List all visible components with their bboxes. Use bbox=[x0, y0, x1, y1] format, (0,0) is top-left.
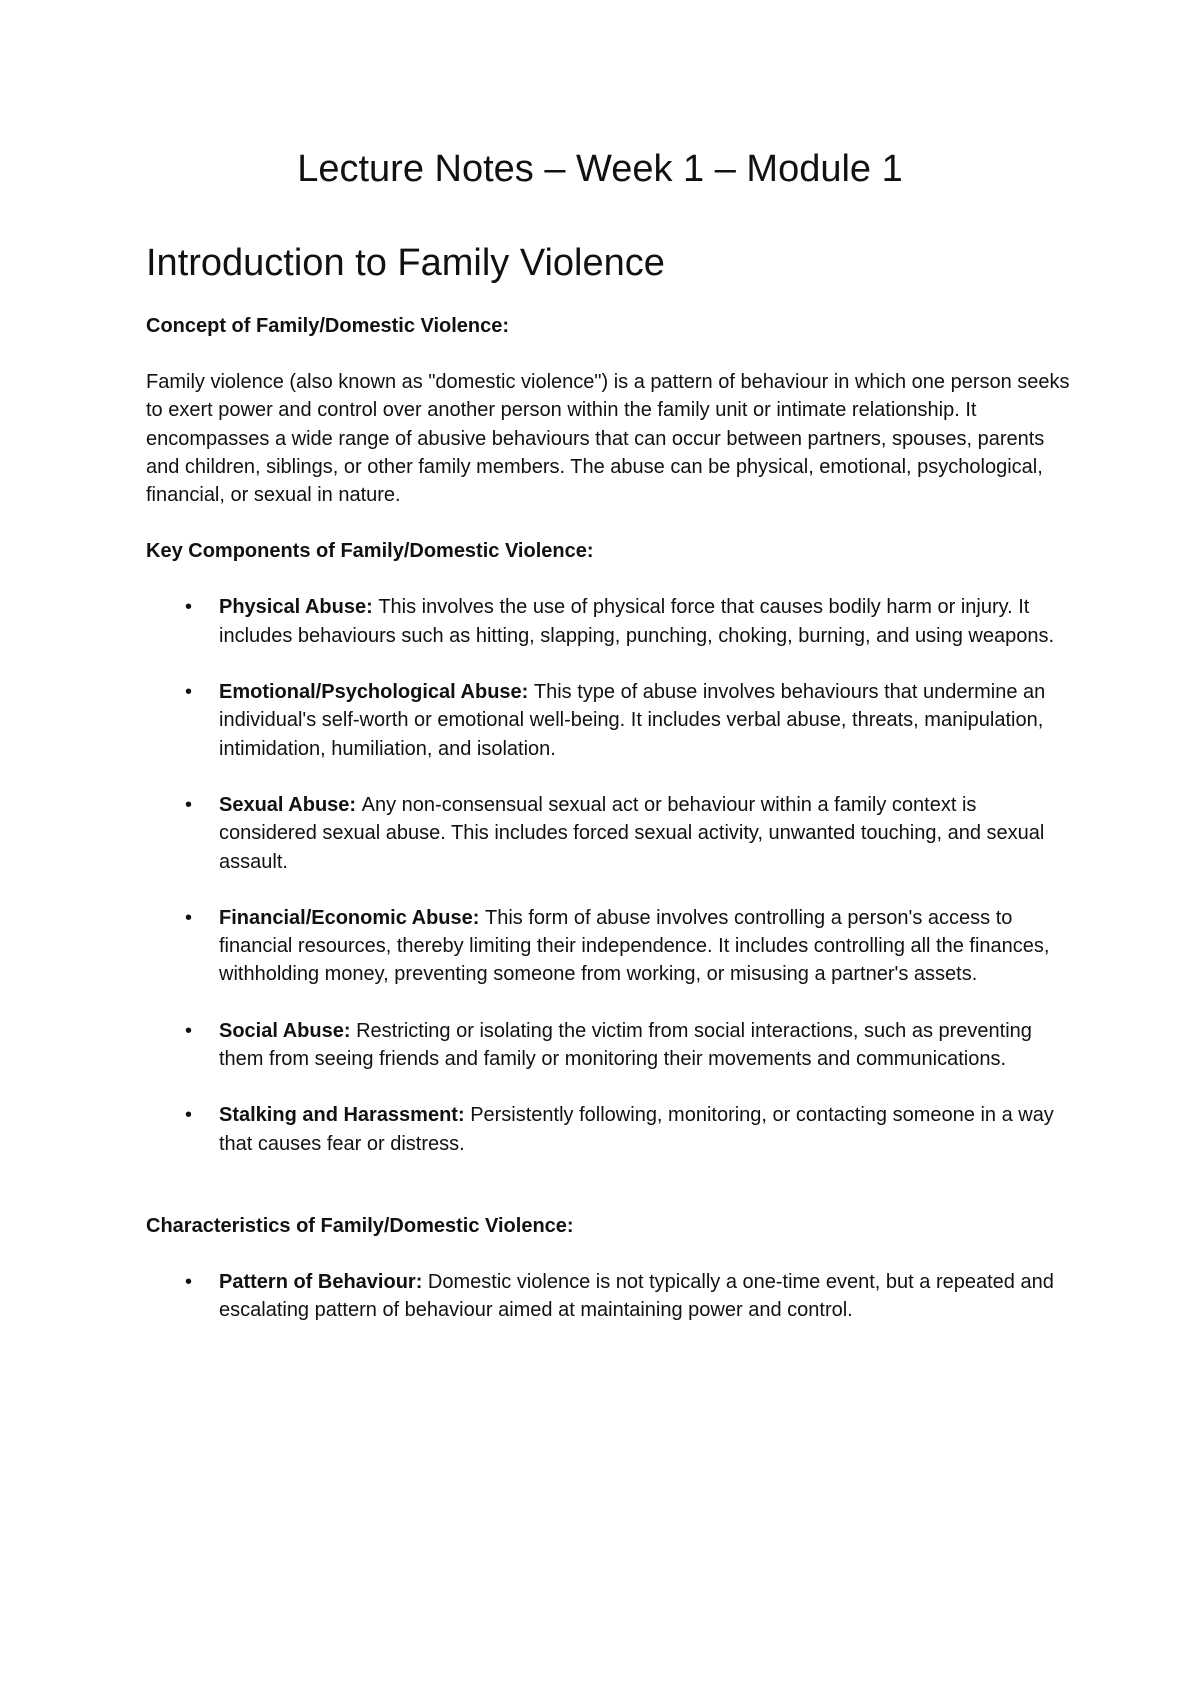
document-title: Lecture Notes – Week 1 – Module 1 bbox=[297, 148, 903, 190]
concept-heading: Concept of Family/Domestic Violence: bbox=[146, 315, 510, 337]
bullet-icon: • bbox=[185, 681, 193, 704]
bullet-icon: • bbox=[185, 906, 193, 929]
list-item bbox=[146, 1268, 1076, 1325]
item-term: Stalking and Harassment: bbox=[219, 1104, 471, 1127]
item-term: Physical Abuse: bbox=[219, 596, 379, 619]
list-item bbox=[146, 791, 1076, 876]
item-text: This involves the use of physical force that causes bodily harm or injury. It includes behaviours such as hitting, slapping, punching, choking, burning, and using weapons. bbox=[219, 596, 1054, 647]
bullet-icon: • bbox=[185, 596, 193, 619]
item-term: Sexual Abuse: bbox=[219, 793, 362, 816]
list-item bbox=[146, 904, 1076, 989]
item-term: Emotional/Psychological Abuse: bbox=[219, 681, 534, 704]
section-spacer bbox=[146, 1186, 1076, 1212]
item-text: This type of abuse involves behaviours that undermine an individual's self-worth or emotional well-being. It includes verbal abuse, threats, manipulation, intimidation, humiliation, and isolation. bbox=[219, 681, 1046, 760]
key-components-heading: Key Components of Family/Domestic Violence: bbox=[146, 540, 594, 563]
section-heading: Introduction to Family Violence bbox=[146, 242, 665, 284]
list-item bbox=[146, 1101, 1076, 1158]
bullet-icon: • bbox=[185, 1270, 193, 1293]
bullet-icon: • bbox=[185, 793, 193, 816]
bullet-icon: • bbox=[185, 1019, 193, 1042]
item-text: Domestic violence is not typically a one-time event, but a repeated and escalating pattern of behaviour aimed at maintaining power and control. bbox=[219, 1270, 1054, 1322]
characteristics-list bbox=[146, 1268, 1076, 1325]
item-term: Financial/Economic Abuse: bbox=[219, 906, 485, 929]
characteristics-heading: Characteristics of Family/Domestic Violence: bbox=[146, 1214, 574, 1237]
list-item bbox=[146, 593, 1076, 650]
key-components-list bbox=[146, 593, 1076, 1157]
list-item bbox=[146, 678, 1076, 763]
document-body bbox=[146, 240, 1076, 1353]
item-text: Persistently following, monitoring, or contacting someone in a way that causes fear or distress. bbox=[219, 1104, 1054, 1155]
item-term: Pattern of Behaviour: bbox=[219, 1270, 428, 1293]
concept-paragraph: Family violence (also known as "domestic violence") is a pattern of behaviour in which one person seeks to exert power and control over another person within the family unit or intimate relationship. It encompasses a wide range of abusive behaviours that can occur between partners, spouses, parents and children, siblings, or other family members. The abuse can be physical, emotional, psychological, financial, or sexual in nature. bbox=[146, 371, 1070, 507]
item-text: Restricting or isolating the victim from social interactions, such as preventing them from seeing friends and family or monitoring their movements and communications. bbox=[219, 1019, 1032, 1071]
item-term: Social Abuse: bbox=[219, 1019, 357, 1042]
list-item bbox=[146, 1017, 1076, 1074]
item-text: Any non-consensual sexual act or behaviour within a family context is considered sexual abuse. This includes forced sexual activity, unwanted touching, and sexual assault. bbox=[219, 793, 1045, 873]
bullet-icon: • bbox=[185, 1104, 193, 1127]
item-text: This form of abuse involves controlling a person's access to financial resources, thereby limiting their independence. It includes controlling all the finances, withholding money, preventing someone from working, or misusing a partner's assets. bbox=[219, 906, 1050, 986]
